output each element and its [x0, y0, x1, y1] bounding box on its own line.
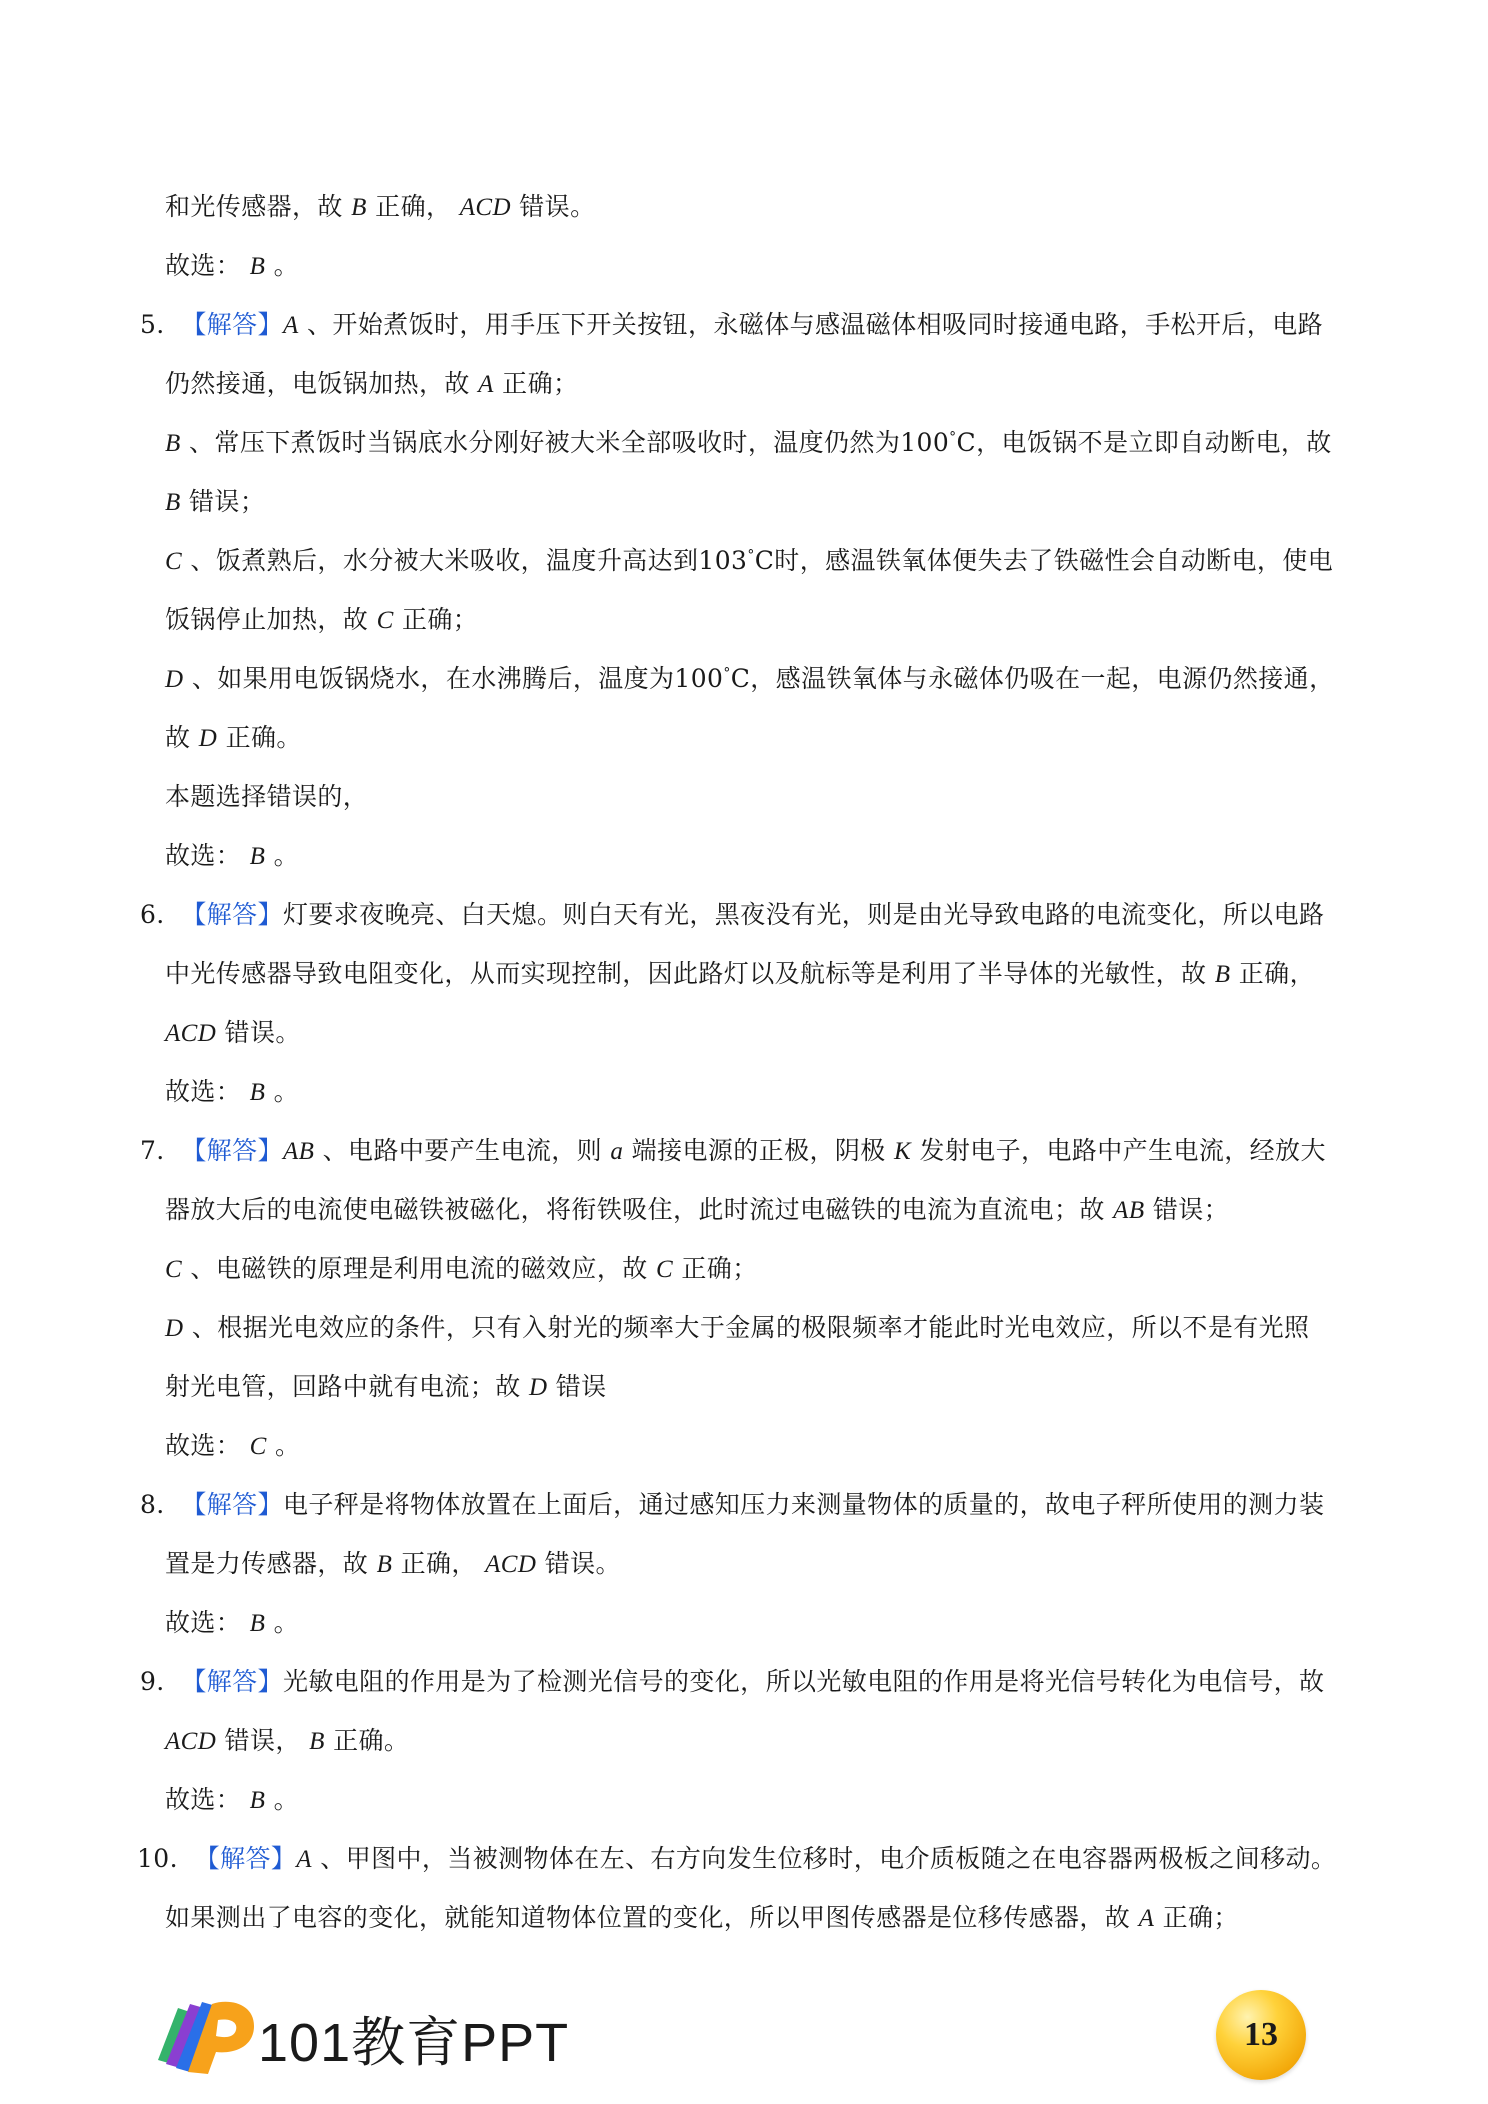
text-run: 置是力传感器，故: [165, 1549, 377, 1578]
degree-sign: °: [723, 665, 731, 682]
text-line: [165, 1724, 409, 1759]
variable: AB: [282, 1138, 315, 1165]
answer-tag: 【解答】: [181, 1136, 283, 1165]
text-run: 错误；: [180, 487, 266, 516]
answer-tag: 【解答】: [181, 1490, 283, 1519]
text-run: 错误，: [216, 1726, 310, 1755]
page-number: 13: [1244, 2016, 1278, 2053]
text-line: [165, 426, 1332, 461]
text-line: [140, 1134, 1326, 1169]
variable: C: [376, 607, 394, 634]
text-line: [140, 308, 1323, 343]
text-line: [165, 190, 596, 225]
text-line: [140, 898, 1324, 932]
question-number: 5.: [140, 310, 165, 339]
text-run: 本题选择错误的，: [165, 782, 369, 811]
text-run: 错误: [547, 1372, 607, 1401]
variable: C: [165, 1256, 183, 1283]
question-number: 10.: [137, 1844, 178, 1873]
text-run: 、根据光电效应的条件，只有入射光的频率大于金属的极限频率才能此时光电效应，所以不是有光照: [183, 1313, 1310, 1342]
variable: B: [1214, 961, 1231, 988]
answer-tag: 【解答】: [194, 1844, 297, 1873]
text-run: 正确，: [392, 1549, 486, 1578]
text-line: [165, 1016, 301, 1051]
text-line: [165, 1311, 1309, 1346]
variable: D: [198, 725, 218, 752]
text-run: C时，感温铁氧体便失去了铁磁性会自动断电，使电: [754, 546, 1334, 575]
text-line: [165, 780, 368, 814]
text-line: [137, 1842, 1336, 1877]
text-run: 。: [265, 1077, 299, 1106]
text-line: [165, 1075, 299, 1110]
text-line: [165, 367, 578, 402]
text-run: 故选：: [165, 1608, 250, 1637]
variable: B: [249, 1610, 266, 1637]
variable: B: [249, 1787, 266, 1814]
text-run: 灯要求夜晚亮、白天熄。则白天有光，黑夜没有光，则是由光导致电路的电流变化，所以电路: [282, 900, 1325, 929]
degree-sign: °: [747, 547, 755, 564]
text-line: [165, 1370, 607, 1405]
text-run: 仍然接通，电饭锅加热，故: [165, 369, 479, 398]
text-run: 、电磁铁的原理是利用电流的磁效应，故: [182, 1254, 656, 1283]
text-line: [165, 1783, 299, 1818]
text-line: [165, 1429, 300, 1464]
text-line: [165, 839, 299, 874]
variable: B: [249, 843, 266, 870]
text-run: 正确，: [1230, 959, 1315, 988]
variable: D: [528, 1374, 548, 1401]
text-run: 、开始煮饭时，用手压下开关按钮，永磁体与感温磁体相吸同时接通电路，手松开后，电路: [298, 310, 1323, 339]
variable: C: [249, 1433, 267, 1460]
variable: A: [478, 371, 494, 398]
text-run: 错误。: [216, 1018, 301, 1047]
text-line: [165, 485, 265, 520]
text-run: 。: [265, 251, 299, 280]
variable: B: [309, 1728, 325, 1755]
text-run: 正确；: [393, 605, 479, 634]
text-line: [140, 1488, 1324, 1522]
text-run: 故选：: [165, 1431, 250, 1460]
variable: B: [165, 430, 181, 457]
variable: B: [249, 253, 266, 280]
logo-text: 101教育PPT: [258, 2013, 570, 2073]
variable: ACD: [165, 1728, 217, 1755]
text-line: [165, 1193, 1229, 1228]
text-line: [165, 1252, 758, 1287]
variable: B: [351, 194, 367, 221]
text-run: 正确。: [217, 723, 302, 752]
text-run: 和光传感器，故: [165, 192, 352, 221]
answer-tag: 【解答】: [181, 310, 283, 339]
variable: K: [894, 1138, 912, 1165]
text-run: 故选：: [165, 841, 250, 870]
text-run: 正确；: [493, 369, 579, 398]
text-line: [165, 721, 302, 756]
text-run: 故选：: [165, 1785, 250, 1814]
degree-sign: °: [949, 429, 957, 446]
text-run: 正确，: [366, 192, 460, 221]
variable: B: [165, 489, 181, 516]
variable: AB: [1113, 1197, 1145, 1224]
text-run: 发射电子，电路中产生电流，经放大: [911, 1136, 1326, 1165]
text-run: 。: [265, 1785, 299, 1814]
text-run: 错误；: [1144, 1195, 1230, 1224]
text-line: [165, 603, 478, 638]
question-number: 9.: [140, 1667, 165, 1696]
text-run: 射光电管，回路中就有电流；故: [165, 1372, 529, 1401]
answer-tag: 【解答】: [181, 900, 283, 929]
variable: A: [296, 1846, 312, 1873]
text-line: [165, 249, 299, 284]
variable: a: [610, 1138, 624, 1165]
text-run: 饭锅停止加热，故: [165, 605, 377, 634]
question-number: 7.: [140, 1136, 165, 1165]
text-line: [165, 957, 1315, 992]
text-run: 故: [165, 723, 199, 752]
text-run: 正确。: [324, 1726, 410, 1755]
variable: B: [376, 1551, 393, 1578]
variable: ACD: [165, 1020, 217, 1047]
text-run: 、电路中要产生电流，则: [314, 1136, 611, 1165]
question-number: 6.: [140, 900, 165, 929]
text-line: [165, 1901, 1239, 1936]
answer-tag: 【解答】: [181, 1667, 283, 1696]
text-line: [165, 662, 1334, 697]
text-run: 、甲图中，当被测物体在左、右方向发生位移时，电介质板随之在电容器两极板之间移动。: [311, 1844, 1337, 1873]
text-line: [140, 1665, 1324, 1699]
text-line: [165, 1606, 299, 1641]
text-run: 、饭煮熟后，水分被大米吸收，温度升高达到103: [182, 546, 748, 575]
text-run: 正确；: [673, 1254, 758, 1283]
variable: ACD: [459, 194, 511, 221]
text-run: 。: [266, 1431, 301, 1460]
text-run: 器放大后的电流使电磁铁被磁化，将衔铁吸住，此时流过电磁铁的电流为直流电；故: [165, 1195, 1114, 1224]
variable: A: [1138, 1905, 1155, 1932]
variable: C: [165, 548, 183, 575]
text-run: 、常压下煮饭时当锅底水分刚好被大米全部吸收时，温度仍然为100: [180, 428, 950, 457]
text-run: 错误。: [536, 1549, 621, 1578]
variable: A: [282, 312, 299, 339]
question-number: 8.: [140, 1490, 165, 1519]
text-run: 中光传感器导致电阻变化，从而实现控制，因此路灯以及航标等是利用了半导体的光敏性，故: [165, 959, 1215, 988]
text-run: C，电饭锅不是立即自动断电，故: [956, 428, 1332, 457]
variable: D: [165, 666, 184, 693]
text-run: 、如果用电饭锅烧水，在水沸腾后，温度为100: [183, 664, 724, 693]
text-line: [165, 544, 1333, 579]
text-run: 如果测出了电容的变化，就能知道物体位置的变化，所以甲图传感器是位移传感器，故: [165, 1903, 1139, 1932]
text-run: 。: [265, 1608, 299, 1637]
text-run: 错误。: [510, 192, 596, 221]
text-run: 正确；: [1154, 1903, 1239, 1932]
variable: ACD: [485, 1551, 537, 1578]
variable: C: [655, 1256, 674, 1283]
text-run: 故选：: [165, 1077, 250, 1106]
variable: B: [249, 1079, 266, 1106]
text-run: C，感温铁氧体与永磁体仍吸在一起，电源仍然接通，: [730, 664, 1335, 693]
text-line: [165, 1547, 621, 1582]
text-run: 。: [265, 841, 299, 870]
text-run: 故选：: [165, 251, 250, 280]
text-run: 光敏电阻的作用是为了检测光信号的变化，所以光敏电阻的作用是将光信号转化为电信号，故: [282, 1667, 1325, 1696]
variable: D: [165, 1315, 184, 1342]
text-run: 端接电源的正极，阴极: [623, 1136, 895, 1165]
text-run: 电子秤是将物体放置在上面后，通过感知压力来测量物体的质量的，故电子秤所使用的测力装: [282, 1490, 1325, 1519]
